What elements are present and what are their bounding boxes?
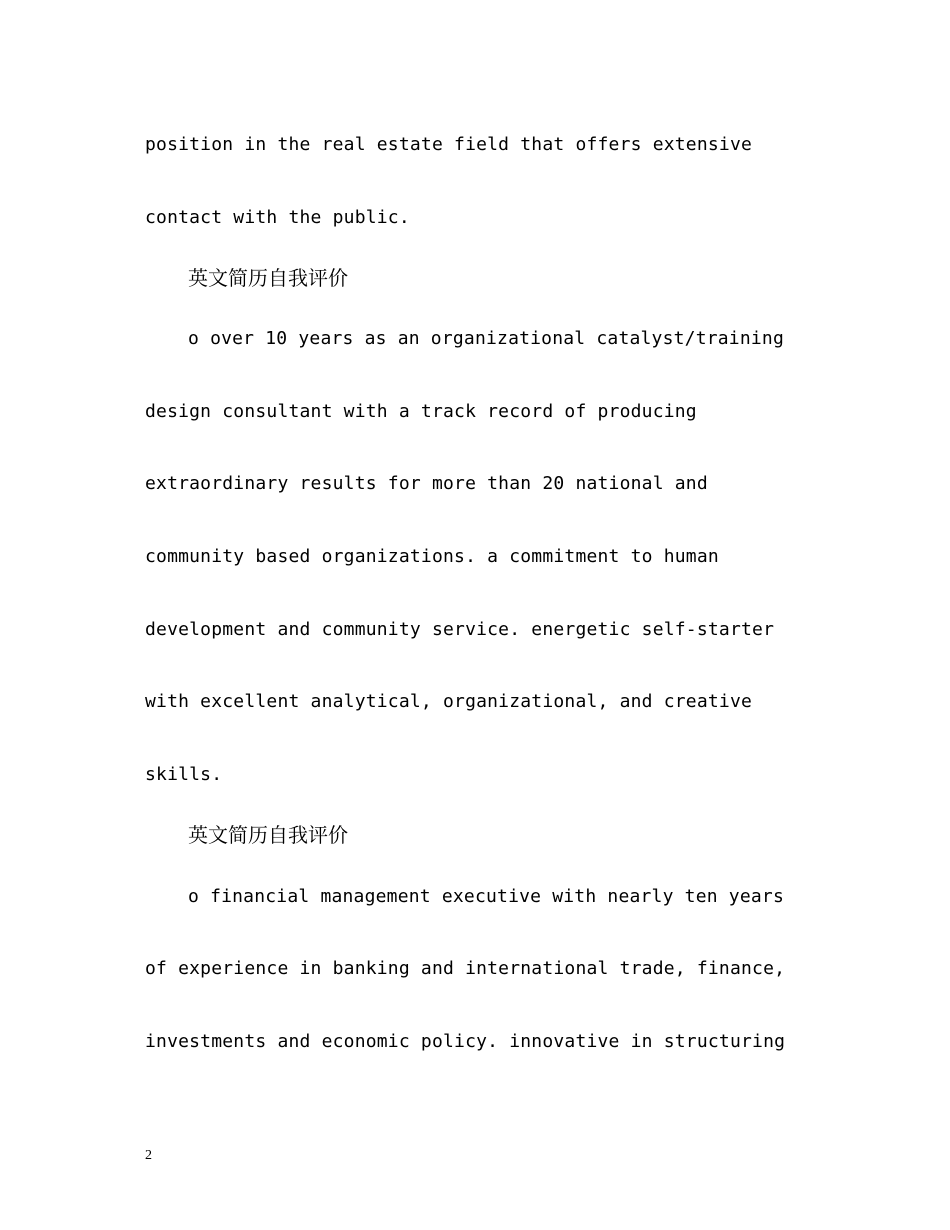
body-text-line: development and community service. energetic self-starter	[145, 619, 775, 640]
body-text-line: of experience in banking and international trade, finance,	[145, 958, 786, 979]
body-text-line: o over 10 years as an organizational catalyst/training	[188, 328, 784, 349]
body-text-line: skills.	[145, 764, 223, 785]
body-text-line: design consultant with a track record of producing	[145, 401, 697, 422]
body-text-line: position in the real estate field that offers extensive	[145, 134, 753, 155]
body-text-line: community based organizations. a commitment to human	[145, 546, 719, 567]
body-text-line: extraordinary results for more than 20 national and	[145, 473, 708, 494]
body-text-line: o financial management executive with nearly ten years	[188, 886, 784, 907]
section-heading: 英文简历自我评价	[188, 266, 348, 290]
body-text-line: contact with the public.	[145, 207, 410, 228]
body-text-line: with excellent analytical, organizational, and creative	[145, 691, 753, 712]
section-heading: 英文简历自我评价	[188, 823, 348, 847]
page-number: 2	[145, 1148, 152, 1163]
body-text-line: investments and economic policy. innovative in structuring	[145, 1031, 786, 1052]
